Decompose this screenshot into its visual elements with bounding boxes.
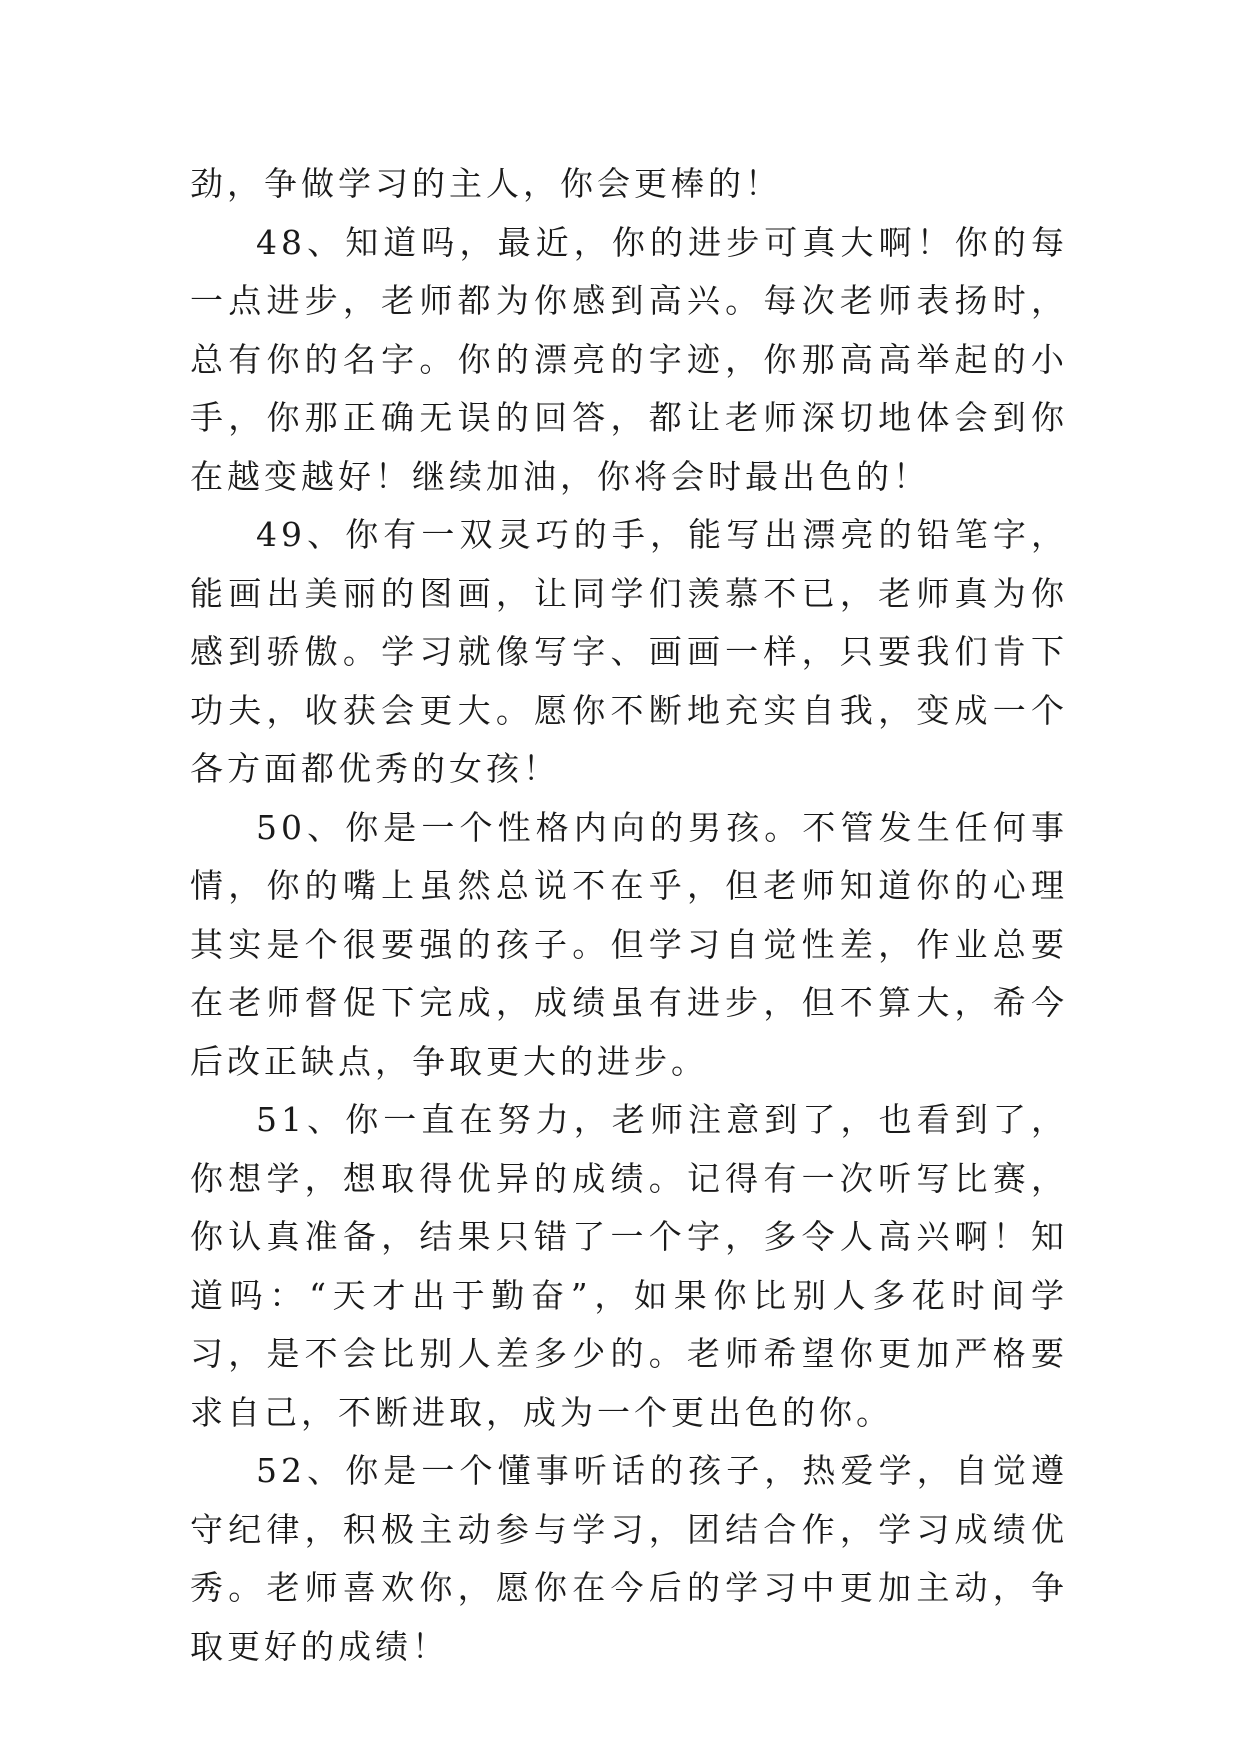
paragraph-52: 52、你是一个懂事听话的孩子，热爱学，自觉遵守纪律，积极主动参与学习，团结合作，学习成绩优秀。老师喜欢你，愿你在今后的学习中更加主动，争取更好的成绩！ — [190, 1451, 1068, 1666]
paragraph-50: 50、你是一个性格内向的男孩。不管发生任何事情，你的嘴上虽然总说不在乎，但老师知道你的心理其实是个很要强的孩子。但学习自觉性差，作业总要在老师督促下完成，成绩虽有进步，但不算大，希今后改正缺点，争取更大的进步。 — [190, 807, 1068, 1081]
paragraph-48: 48、知道吗，最近，你的进步可真大啊！你的每一点进步，老师都为你感到高兴。每次老师表扬时，总有你的名字。你的漂亮的字迹，你那高高举起的小手，你那正确无误的回答，都让老师深切地体会到你在越变越好！继续加油，你将会时最出色的！ — [190, 222, 1068, 496]
document-body — [190, 155, 1068, 1676]
paragraph-49: 49、你有一双灵巧的手，能写出漂亮的铅笔字，能画出美丽的图画，让同学们羡慕不已，老师真为你感到骄傲。学习就像写字、画画一样，只要我们肯下功夫，收获会更大。愿你不断地充实自我，变成一个各方面都优秀的女孩！ — [190, 515, 1068, 788]
paragraph-51: 51、你一直在努力，老师注意到了，也看到了，你想学，想取得优异的成绩。记得有一次听写比赛，你认真准备，结果只错了一个字，多令人高兴啊！知道吗：“天才出于勤奋”，如果你比别人多花时间学习，是不会比别人差多少的。老师希望你更加严格要求自己，不断进取，成为一个更出色的你。 — [190, 1100, 1068, 1432]
paragraph-continuation: 劲，争做学习的主人，你会更棒的！ — [190, 164, 782, 203]
